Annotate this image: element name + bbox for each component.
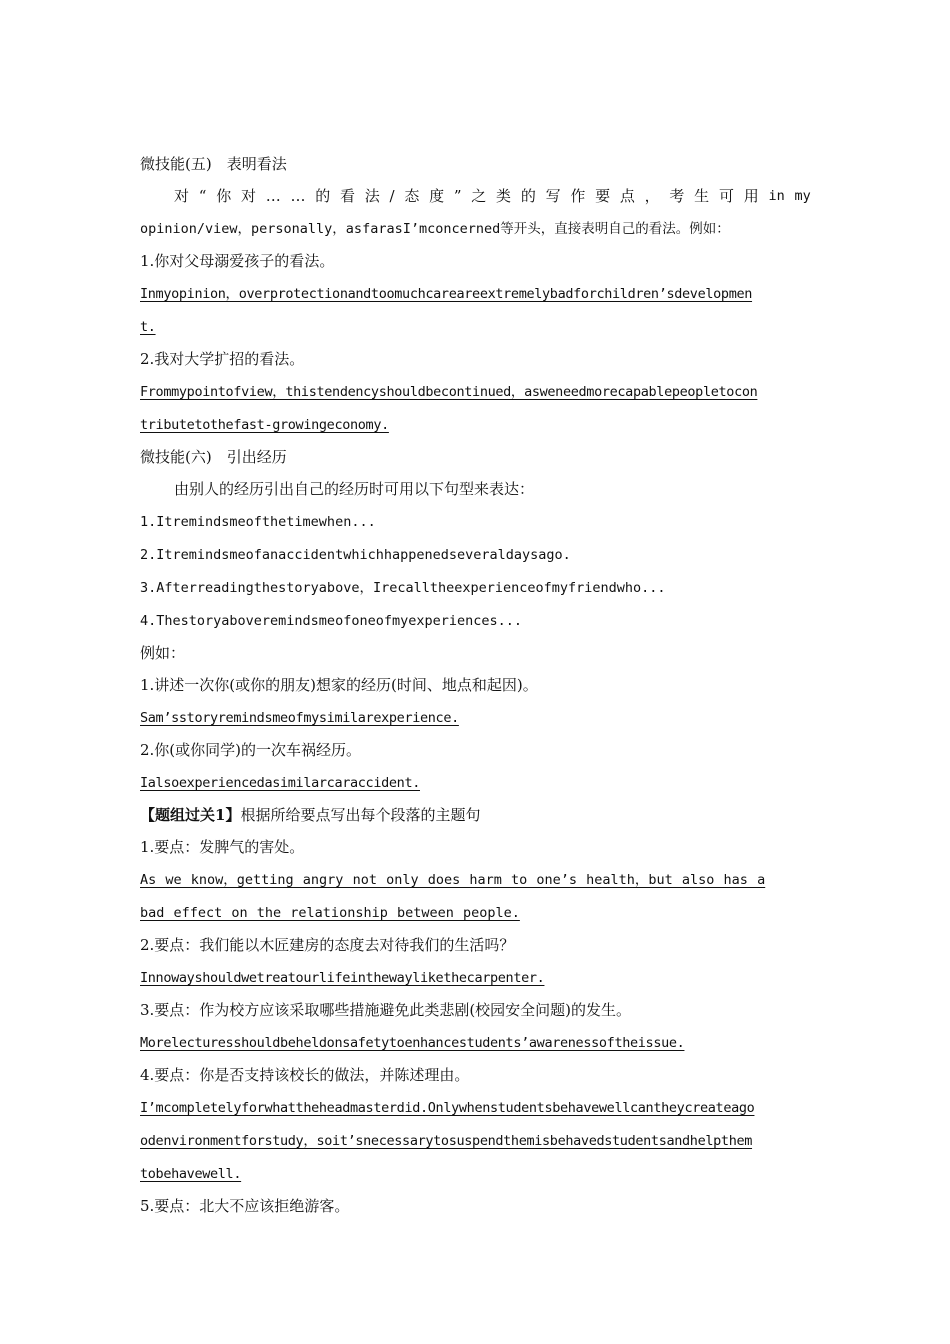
skill6-example1-prompt: 1.讲述一次你(或你的朋友)想家的经历(时间、地点和起因)。 (140, 676, 538, 694)
practice-q1-prompt: 1.要点：发脾气的害处。 (140, 838, 305, 856)
intro-char: ” (453, 187, 462, 205)
answer-text: Morelecturesshouldbeheldonsafetytoenhancestudents’awarenessoftheissue. (140, 1035, 685, 1051)
answer-text: I’mcompletelyforwhattheheadmasterdid.Onlywhenstudentsbehavewellcantheycreateago (140, 1100, 755, 1116)
pattern-text: 2.Itremindsmeofanaccidentwhichhappenedseveraldaysago. (140, 547, 571, 563)
answer-text: odenvironmentforstudy，soit’snecessarytosuspendthemisbehavedstudentsandhelpthem (140, 1133, 753, 1149)
practice-tag: 【题组过关1】 (140, 806, 241, 824)
intro-char: 的 (520, 187, 536, 205)
practice-q5-prompt: 5.要点：北大不应该拒绝游客。 (140, 1197, 350, 1215)
practice-q4-answer-line3 (140, 1157, 811, 1190)
practice-q3-answer (140, 1026, 811, 1059)
practice-q4-answer-line2 (140, 1124, 811, 1157)
practice-heading (140, 799, 811, 831)
answer-text: Frommypointofview，thistendencyshouldbecontinued，asweneedmorecapablepeopletocon (140, 384, 758, 400)
pattern-text: 1.Itremindsmeofthetimewhen... (140, 514, 376, 530)
practice-q1-answer-line2 (140, 896, 811, 929)
skill5-example2-prompt: 2.我对大学扩招的看法。 (140, 350, 305, 368)
answer-text: t. (140, 319, 156, 335)
intro-char: 看 (339, 187, 355, 205)
intro-char: “ (198, 187, 207, 205)
intro-char: 要 (595, 187, 611, 205)
intro-char: ， (644, 187, 660, 205)
answer-text: As we know，getting angry not only does harm to one’s health，but also has a (140, 872, 766, 888)
skill5-example1-answer-line1 (140, 277, 811, 310)
skill6-example2-prompt: 2.你(或你同学)的一次车祸经历。 (140, 741, 362, 759)
answer-text: Innowayshouldwetreatourlifeinthewaylikethecarpenter. (140, 970, 545, 986)
pattern-text: 3.Afterreadingthestoryabove，Irecalltheexperienceofmyfriendwho... (140, 580, 666, 596)
skill5-example1-answer-line2 (140, 310, 811, 343)
skill5-example1-prompt: 1.你对父母溺爱孩子的看法。 (140, 252, 335, 270)
skill6-pattern-4 (140, 604, 811, 637)
answer-text: Ialsoexperiencedasimilarcaraccident. (140, 775, 420, 791)
answer-text: Inmyopinion，overprotectionandtoomuchcareareextremelybadforchildren’sdevelopmen (140, 286, 753, 302)
skill6-pattern-3 (140, 571, 811, 604)
skill5-example2-answer-line2 (140, 408, 811, 441)
skill6-example-label: 例如： (140, 644, 186, 662)
practice-q2-answer (140, 961, 811, 994)
intro-char: / (389, 187, 395, 205)
pattern-text: 4.Thestoryaboveremindsmeofoneofmyexperiences... (140, 613, 523, 629)
practice-q2-prompt: 2.要点：我们能以木匠建房的态度去对待我们的生活吗？ (140, 936, 515, 954)
practice-q3-prompt: 3.要点：作为校方应该采取哪些措施避免此类悲剧(校园安全问题)的发生。 (140, 1001, 632, 1019)
practice-q1-answer-line1 (140, 863, 811, 896)
answer-text: Sam’sstoryremindsmeofmysimilarexperience. (140, 710, 459, 726)
intro-char: … (290, 187, 306, 205)
skill6-example2-answer (140, 766, 811, 799)
intro-char: 用 (743, 187, 759, 205)
practice-q4-answer-line1 (140, 1091, 811, 1124)
skill6-example1-answer (140, 701, 811, 734)
intro-char: 对 (174, 187, 190, 205)
intro-char: 作 (570, 187, 586, 205)
practice-title: 根据所给要点写出每个段落的主题句 (240, 806, 481, 824)
intro-char: 生 (694, 187, 710, 205)
document-page (140, 148, 811, 1222)
practice-q4-prompt: 4.要点：你是否支持该校长的做法，并陈述理由。 (140, 1066, 470, 1084)
skill5-heading: 微技能(五) 表明看法 (140, 155, 287, 173)
intro-char: 对 (240, 187, 256, 205)
intro-char: 点 (619, 187, 635, 205)
skill6-heading: 微技能(六) 引出经历 (140, 448, 287, 466)
answer-text: tobehavewell. (140, 1166, 242, 1182)
intro-char: 度 (429, 187, 445, 205)
answer-text: tributetothefast-growingeconomy. (140, 417, 389, 433)
skill5-intro-line2-text: opinion/view，personally，asfarasI’mconcerned等开头，直接表明自己的看法。例如： (140, 221, 730, 237)
intro-char: 态 (404, 187, 420, 205)
intro-char: my (794, 188, 811, 204)
intro-char: 可 (718, 187, 734, 205)
skill6-intro: 由别人的经历引出自己的经历时可用以下句型来表达： (174, 480, 535, 498)
intro-char: 考 (669, 187, 685, 205)
answer-text: bad effect on the relationship between people. (140, 905, 520, 921)
intro-char: 类 (496, 187, 512, 205)
intro-char: in (768, 188, 785, 204)
intro-char: 之 (471, 187, 487, 205)
intro-char: 你 (216, 187, 232, 205)
intro-char: 的 (315, 187, 331, 205)
skill5-example2-answer-line1 (140, 375, 811, 408)
intro-char: … (265, 187, 281, 205)
skill5-intro-line1 (140, 180, 811, 212)
skill5-intro-line2 (140, 212, 811, 245)
intro-char: 写 (545, 187, 561, 205)
intro-char: 法 (364, 187, 380, 205)
skill6-pattern-1 (140, 505, 811, 538)
skill6-pattern-2 (140, 538, 811, 571)
